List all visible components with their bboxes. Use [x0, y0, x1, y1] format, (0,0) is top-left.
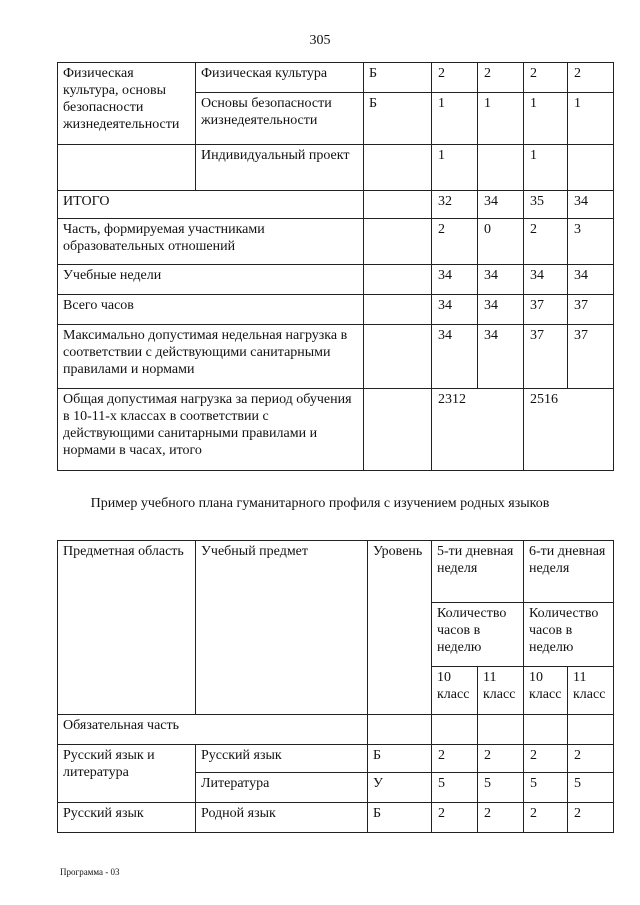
grade-header: 11 класс — [568, 667, 614, 715]
empty-cell — [432, 715, 478, 745]
hours-cell: 1 — [524, 145, 568, 191]
hours-cell: 1 — [478, 93, 524, 145]
table-row — [58, 219, 614, 265]
hours-cell: 2 — [478, 803, 524, 833]
hours-cell: 37 — [524, 295, 568, 325]
empty-cell — [524, 715, 568, 745]
subject-header: Учебный предмет — [196, 541, 368, 715]
subject-cell: Родной язык — [196, 803, 368, 833]
grade-header: 11 класс — [478, 667, 524, 715]
hours-cell: 34 — [478, 325, 524, 389]
hours-cell: 2 — [568, 745, 614, 773]
row-label: Общая допустимая нагрузка за период обучения в 10-11-х классах в соответствии с действующими санитарными правилами и нормами в часах, итого — [58, 389, 364, 471]
row-label: Максимально допустимая недельная нагрузка в соответствии с действующими санитарными правилами и нормами — [58, 325, 364, 389]
total-hours-cell: 2516 — [524, 389, 614, 471]
hours-cell: 34 — [524, 265, 568, 295]
mandatory-part-label: Обязательная часть — [58, 715, 368, 745]
hours-cell: 3 — [568, 219, 614, 265]
hours-cell: 1 — [432, 93, 478, 145]
table-caption: Пример учебного плана гуманитарного профиля с изучением родных языков — [90, 496, 550, 511]
level-cell: Б — [364, 63, 432, 93]
humanitarian-curriculum-table — [57, 540, 614, 833]
hours-cell: 5 — [432, 773, 478, 803]
hours-cell: 1 — [524, 93, 568, 145]
hours-cell: 0 — [478, 219, 524, 265]
level-cell: Б — [364, 93, 432, 145]
subject-area-cell — [58, 145, 196, 191]
hours-cell: 2 — [432, 219, 478, 265]
hours-cell: 32 — [432, 191, 478, 219]
hours-cell: 34 — [568, 191, 614, 219]
level-cell: У — [368, 773, 432, 803]
hours-cell: 2 — [524, 63, 568, 93]
table-row — [58, 145, 614, 191]
empty-cell — [364, 265, 432, 295]
hours-cell: 35 — [524, 191, 568, 219]
row-label: Всего часов — [58, 295, 364, 325]
hours-cell: 34 — [478, 295, 524, 325]
subject-area-header: Предметная область — [58, 541, 196, 715]
subject-cell: Индивидуальный проект — [196, 145, 364, 191]
page-number: 305 — [309, 33, 331, 48]
hours-cell: 2 — [568, 63, 614, 93]
six-day-week-header: 6-ти дневная неделя — [524, 541, 614, 603]
hours-cell: 34 — [432, 295, 478, 325]
hours-per-week-header: Количество часов в неделю — [524, 603, 614, 667]
table-row — [58, 63, 614, 93]
header-row — [58, 541, 614, 603]
empty-cell — [368, 715, 432, 745]
table-row — [58, 265, 614, 295]
subject-area-cell: Русский язык и литература — [58, 745, 196, 803]
hours-cell: 2 — [524, 803, 568, 833]
hours-cell: 2 — [568, 803, 614, 833]
row-label: Часть, формируемая участниками образовательных отношений — [58, 219, 364, 265]
hours-cell: 2 — [432, 745, 478, 773]
level-cell: Б — [368, 803, 432, 833]
empty-cell — [364, 325, 432, 389]
hours-cell: 5 — [524, 773, 568, 803]
grade-header: 10 класс — [432, 667, 478, 715]
hours-cell: 34 — [478, 265, 524, 295]
hours-cell: 5 — [568, 773, 614, 803]
table-row — [58, 325, 614, 389]
hours-cell: 5 — [478, 773, 524, 803]
curriculum-table-continued — [57, 62, 614, 471]
five-day-week-header: 5-ти дневная неделя — [432, 541, 524, 603]
section-row — [58, 715, 614, 745]
hours-cell: 34 — [432, 325, 478, 389]
hours-cell — [478, 145, 524, 191]
hours-per-week-header: Количество часов в неделю — [432, 603, 524, 667]
empty-cell — [364, 295, 432, 325]
level-cell — [364, 145, 432, 191]
empty-cell — [568, 715, 614, 745]
table-row — [58, 389, 614, 471]
hours-cell: 1 — [432, 145, 478, 191]
table-row — [58, 191, 614, 219]
hours-cell: 2 — [432, 63, 478, 93]
hours-cell — [568, 145, 614, 191]
row-label: ИТОГО — [58, 191, 364, 219]
table-row — [58, 803, 614, 833]
level-header: Уровень — [368, 541, 432, 715]
empty-cell — [364, 219, 432, 265]
hours-cell: 37 — [568, 295, 614, 325]
subject-area-cell: Русский язык — [58, 803, 196, 833]
empty-cell — [364, 191, 432, 219]
empty-cell — [478, 715, 524, 745]
table-row — [58, 745, 614, 773]
grade-header: 10 класс — [524, 667, 568, 715]
hours-cell: 2 — [524, 745, 568, 773]
hours-cell: 37 — [568, 325, 614, 389]
hours-cell: 2 — [478, 63, 524, 93]
row-label: Учебные недели — [58, 265, 364, 295]
hours-cell: 37 — [524, 325, 568, 389]
footer-program-label: Программа - 03 — [60, 867, 120, 877]
table-row — [58, 295, 614, 325]
hours-cell: 1 — [568, 93, 614, 145]
subject-cell: Русский язык — [196, 745, 368, 773]
subject-area-cell: Физическая культура, основы безопасности жизнедеятельности — [58, 63, 196, 145]
subject-cell: Литература — [196, 773, 368, 803]
empty-cell — [364, 389, 432, 471]
hours-cell: 2 — [524, 219, 568, 265]
level-cell: Б — [368, 745, 432, 773]
hours-cell: 2 — [478, 745, 524, 773]
hours-cell: 34 — [432, 265, 478, 295]
hours-cell: 2 — [432, 803, 478, 833]
hours-cell: 34 — [568, 265, 614, 295]
total-hours-cell: 2312 — [432, 389, 524, 471]
hours-cell: 34 — [478, 191, 524, 219]
subject-cell: Физическая культура — [196, 63, 364, 93]
subject-cell: Основы безопасности жизнедеятельности — [196, 93, 364, 145]
